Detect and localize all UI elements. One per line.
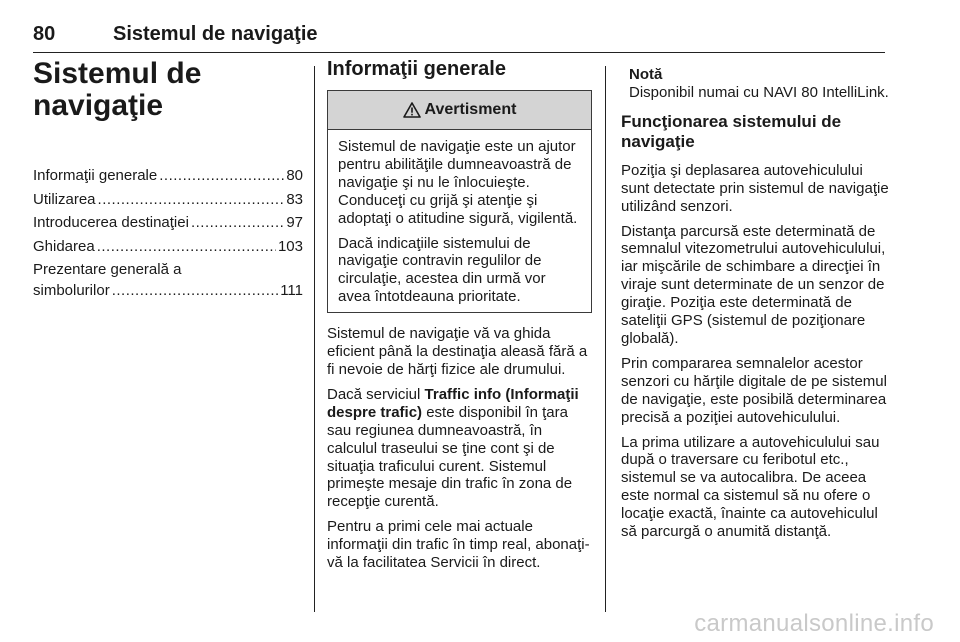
body-paragraph: La prima utilizare a autovehiculului sau după o traversare cu feribotul etc., sistemul se va autocalibra. De aceea este normal ca sistemul să nu ofere o locaţie exactă, înainte ca autovehiculul să parcurgă o anumită distanţă.	[621, 433, 880, 541]
functioning-column	[621, 66, 889, 548]
toc-entry-page: 83	[286, 190, 303, 208]
toc-leader-dots	[112, 281, 279, 302]
column-divider	[314, 66, 315, 612]
traffic-info-term: Traffic info (Informaţii despre trafic)	[327, 385, 579, 421]
page-number: 80	[33, 23, 56, 45]
toc-entry[interactable]	[33, 190, 303, 211]
warning-triangle-icon	[403, 102, 421, 118]
note-text: Disponibil numai cu NAVI 80 IntelliLink.	[629, 83, 889, 101]
page-header	[33, 8, 885, 53]
toc-entry[interactable]	[33, 237, 303, 258]
toc-entry-page: 97	[286, 214, 303, 231]
toc-entry-title: Introducerea destinaţiei	[33, 214, 189, 231]
table-of-contents	[33, 166, 303, 301]
toc-entry-title: simbolurilor	[33, 281, 110, 299]
running-title: Sistemul de navigaţie	[113, 23, 318, 45]
toc-entry-title: Utilizarea	[33, 190, 96, 208]
chapter-title: Sistemul de navigaţie	[33, 57, 202, 122]
chapter-column	[33, 58, 303, 304]
toc-leader-dots	[97, 237, 276, 258]
section-title: Informaţii generale	[327, 58, 506, 80]
general-info-column	[327, 58, 592, 579]
toc-entry-page: 103	[277, 237, 303, 255]
warning-text: Sistemul de navigaţie este un ajutor pentru abilităţile dumneavoastră de navigaţie şi nu le înlocuieşte. Conduceţi cu grijă şi atenţie şi adoptaţi o atitudine sigură, vigilentă.	[338, 138, 578, 227]
note-block	[621, 66, 889, 102]
body-paragraph: Pentru a primi cele mai actuale informaţii din trafic în timp real, abonaţi-vă la facilitatea Servicii în direct.	[327, 518, 590, 572]
toc-leader-dots	[191, 213, 284, 234]
body-paragraph: Sistemul de navigaţie vă va ghida eficient până la destinaţia aleasă fără a fi nevoie de hărţi fizice ale drumului.	[327, 325, 588, 378]
toc-entry-title-line1: Prezentare generală a	[33, 261, 182, 278]
toc-entry[interactable]	[33, 166, 303, 187]
subsection-title: Funcţionarea sistemului de navigaţie	[621, 111, 842, 151]
body-paragraph: Dacă serviciul Traffic info (Informaţii despre trafic) este disponibil în ţara sau regiunea dumneavoastră, în calculul traseului se ţine cont şi de situaţia traficului curent. Sistemul primeşte mesaje din trafic în zona de recepţie curentă.	[327, 385, 579, 511]
toc-entry-title: Informaţii generale	[33, 167, 158, 184]
body-paragraph: Prin compararea semnalelor acestor senzori cu hărţile digitale de pe sistemul de navigaţie, este posibilă determinarea precisă a poziţiei autovehiculului.	[621, 354, 887, 426]
warning-title: Avertisment	[424, 101, 517, 118]
warning-body	[328, 130, 591, 312]
warning-header	[328, 91, 591, 130]
column-divider	[605, 66, 606, 612]
body-paragraph: Poziţia şi deplasarea autovehiculului sunt detectate prin sistemul de navigaţie utilizând senzori.	[621, 161, 889, 215]
note-title: Notă	[629, 66, 663, 83]
toc-leader-dots	[159, 166, 284, 187]
warning-text: Dacă indicaţiile sistemului de navigaţie contravin regulilor de circulaţie, acestea din urmă vor avea întotdeauna prioritate.	[338, 234, 546, 306]
toc-leader-dots	[98, 190, 285, 211]
toc-entry-page: 80	[286, 167, 303, 184]
toc-entry-page: 111	[280, 281, 303, 299]
toc-entry[interactable]	[33, 260, 303, 301]
body-paragraph: Distanţa parcursă este determinată de semnalul vitezometrului autovehiculului, iar mişcările de schimbare a direcţiei în viraje sunt determinate de un senzor de giraţie. Poziţia este determinată de sateliţii GPS (sistemul de poziţionare globală).	[621, 222, 886, 347]
toc-entry[interactable]	[33, 213, 303, 234]
warning-box	[327, 90, 592, 313]
watermark: carmanualsonline.info	[694, 610, 934, 637]
toc-entry-title: Ghidarea	[33, 237, 95, 255]
